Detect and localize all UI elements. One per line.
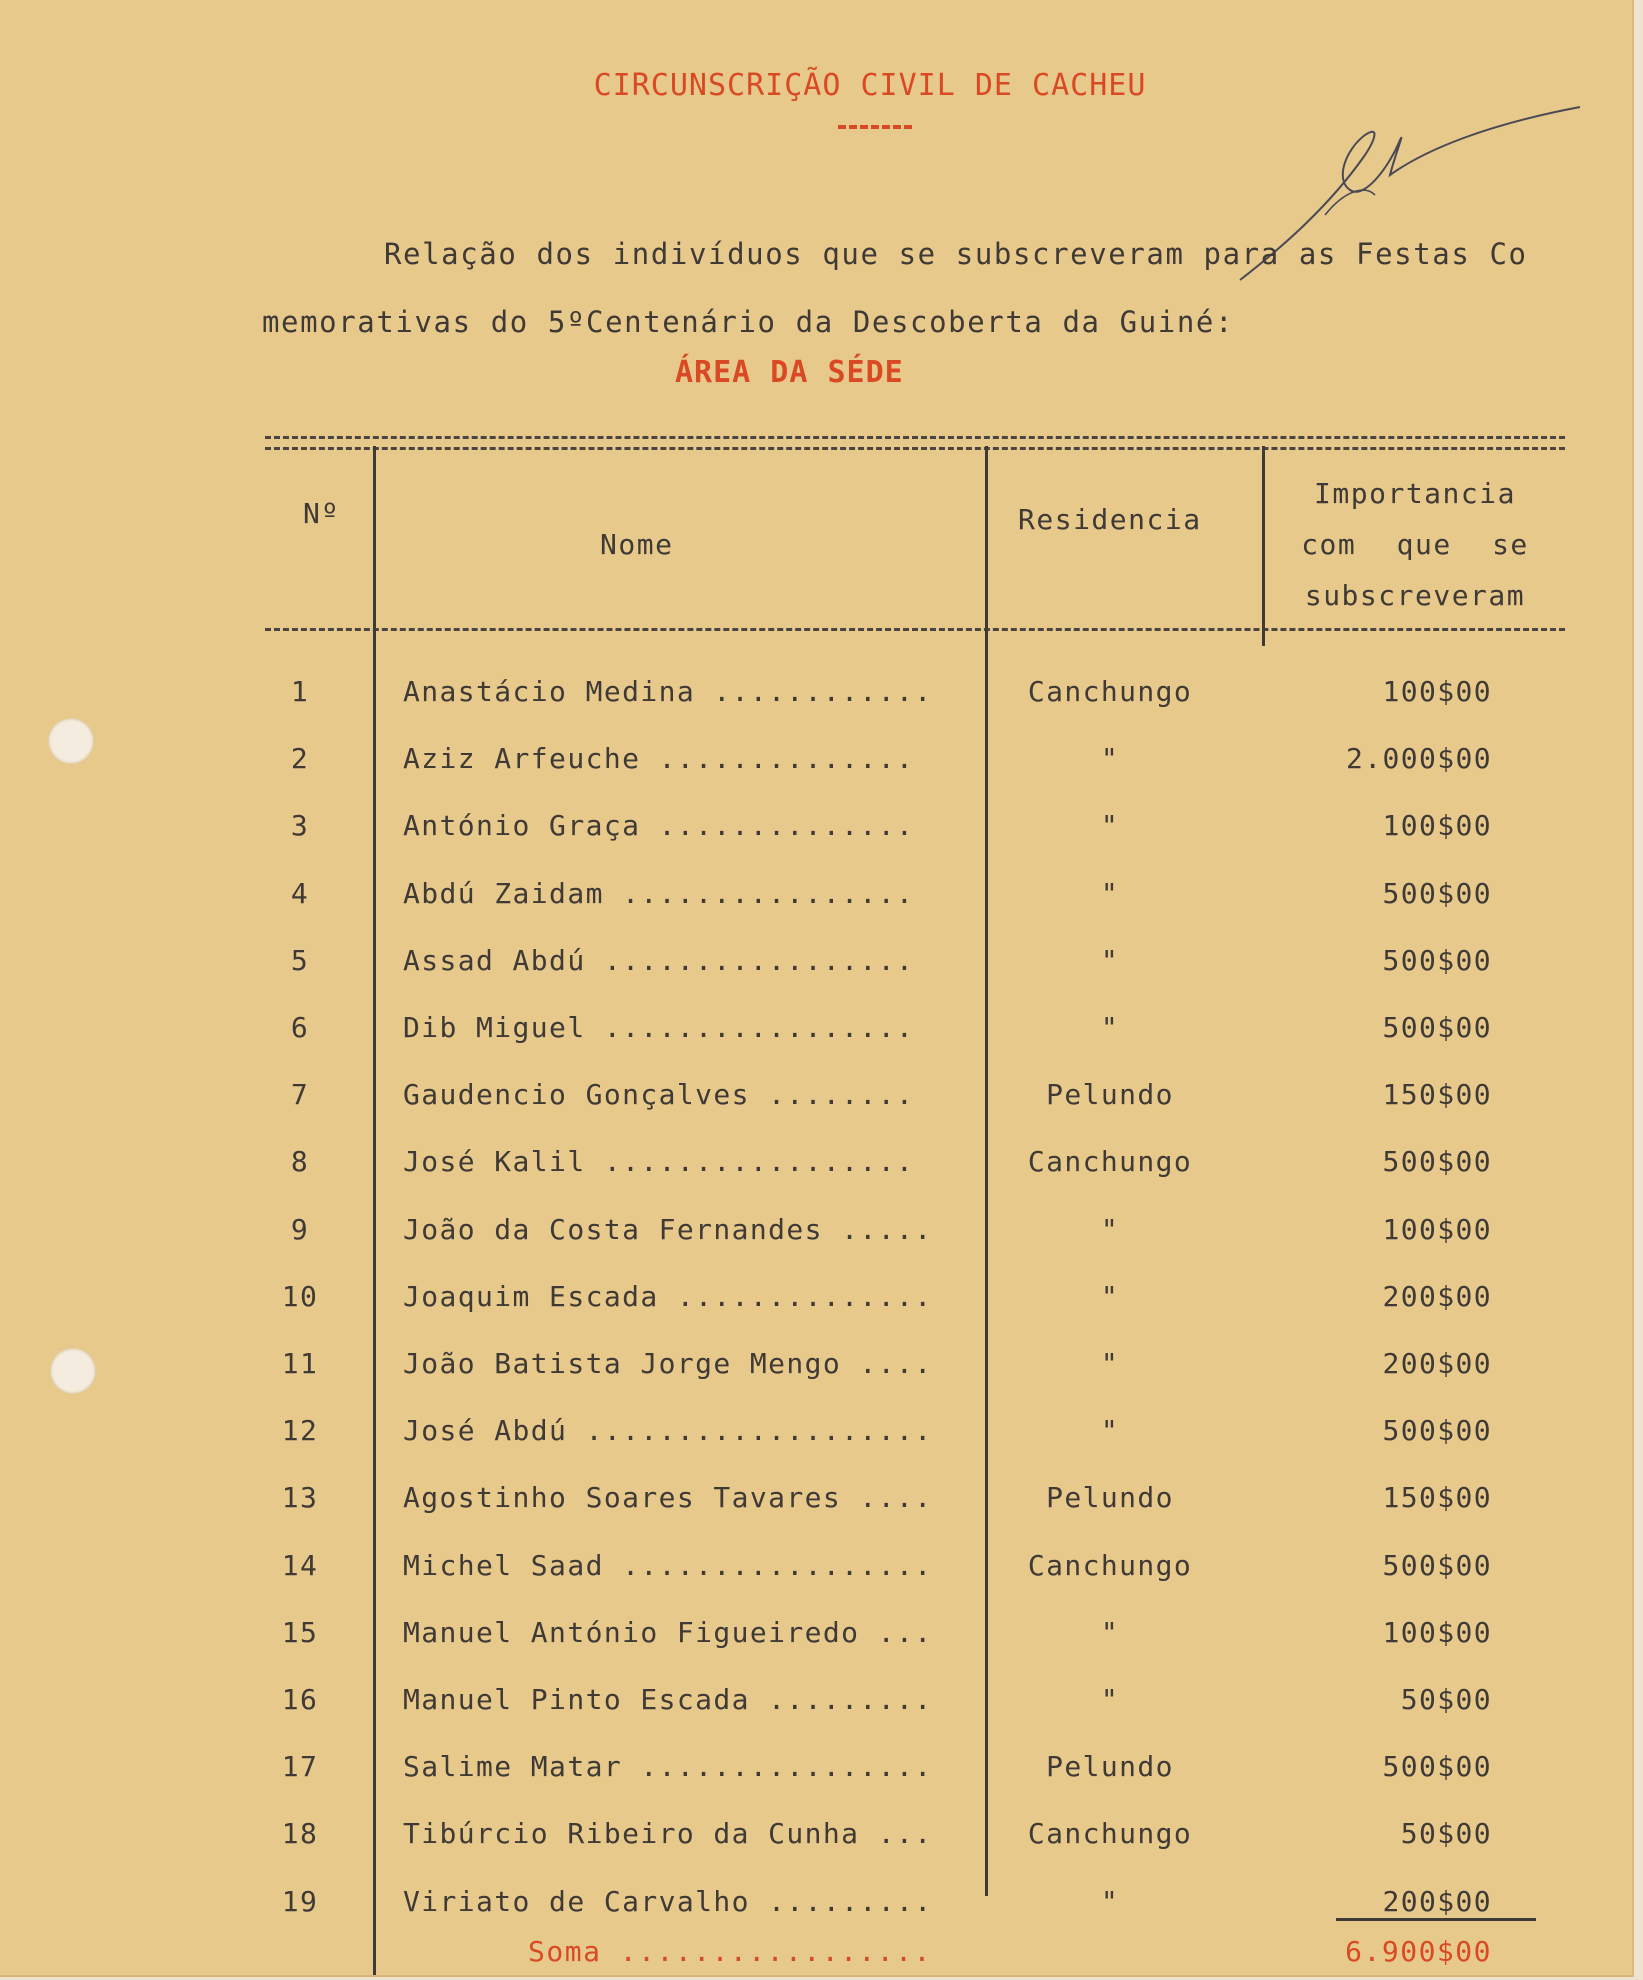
row-name: Abdú Zaidam ................: [403, 876, 915, 910]
row-name: Viriato de Carvalho .........: [403, 1884, 933, 1918]
row-number: 17: [281, 1750, 319, 1784]
row-residence: Canchungo: [1027, 1548, 1193, 1582]
row-residence: Pelundo: [1046, 1750, 1174, 1784]
table-header-rule: [265, 628, 1565, 631]
row-amount: 150$00: [1382, 1078, 1492, 1112]
row-number: 16: [281, 1683, 319, 1716]
row-name: João da Costa Fernandes .....: [403, 1212, 933, 1246]
row-amount: 150$00: [1382, 1481, 1492, 1515]
row-residence: Canchungo: [1027, 675, 1193, 708]
table-row: [0, 742, 1632, 809]
row-number: 18: [281, 1817, 319, 1851]
total-label: Soma .................: [528, 1935, 932, 1968]
column-header-residencia: Residencia: [1018, 503, 1202, 536]
row-residence: ": [1100, 809, 1120, 843]
row-residence: Canchungo: [1027, 1145, 1193, 1179]
table-row: [0, 1078, 1632, 1145]
row-amount: 50$00: [1400, 1817, 1492, 1851]
row-amount: 200$00: [1382, 1347, 1492, 1380]
row-name: Tibúrcio Ribeiro da Cunha ...: [403, 1817, 933, 1851]
table-row: [0, 877, 1632, 944]
row-number: 10: [281, 1279, 319, 1313]
row-residence: Pelundo: [1046, 1078, 1174, 1112]
row-residence: Canchungo: [1027, 1817, 1193, 1851]
row-amount: 100$00: [1382, 1212, 1492, 1246]
row-amount: 200$00: [1382, 1884, 1492, 1918]
row-name: Assad Abdú .................: [403, 943, 915, 977]
row-amount: 2.000$00: [1345, 742, 1492, 776]
table-row: [0, 1683, 1632, 1750]
table-row: [0, 944, 1632, 1011]
row-number: 5: [290, 943, 310, 977]
row-number: 1: [290, 675, 310, 708]
table-top-rule: [265, 436, 1565, 450]
column-header-importancia: [1275, 468, 1555, 621]
table-row: [0, 1750, 1632, 1817]
row-name: Gaudencio Gonçalves ........: [403, 1078, 915, 1112]
row-residence: ": [1100, 1884, 1120, 1918]
row-number: 8: [290, 1145, 310, 1179]
row-residence: Pelundo: [1046, 1481, 1174, 1515]
row-name: Joaquim Escada ..............: [403, 1279, 933, 1313]
row-name: José Abdú ...................: [403, 1414, 933, 1448]
intro-line-2: memorativas do 5ºCentenário da Descoberta da Guiné:: [262, 305, 1235, 339]
table-row: [0, 1145, 1632, 1212]
row-residence: ": [1100, 1011, 1120, 1044]
table-row: [0, 1549, 1632, 1616]
intro-line-1: Relação dos indivíduos que se subscreveram para as Festas Co: [384, 237, 1528, 271]
row-residence: ": [1100, 1347, 1120, 1380]
row-amount: 500$00: [1382, 1145, 1492, 1179]
total-value: 6.900$00: [1345, 1935, 1492, 1968]
row-amount: 500$00: [1382, 1548, 1492, 1582]
row-number: 9: [290, 1212, 310, 1246]
row-residence: ": [1100, 1279, 1120, 1313]
row-amount: 200$00: [1382, 1279, 1492, 1313]
row-number: 4: [290, 876, 310, 910]
row-residence: ": [1100, 742, 1120, 776]
row-name: Manuel António Figueiredo ...: [403, 1615, 933, 1649]
row-number: 2: [290, 742, 310, 776]
row-name: Salime Matar ................: [403, 1750, 933, 1784]
table-row: [0, 1616, 1632, 1683]
row-number: 7: [290, 1078, 310, 1112]
table-row: [0, 1347, 1632, 1414]
row-name: Michel Saad .................: [403, 1548, 933, 1582]
table-row: [0, 675, 1632, 742]
table-row: [0, 1817, 1632, 1884]
table-row: [0, 1414, 1632, 1481]
column-header-no: Nº: [303, 497, 340, 530]
row-residence: ": [1100, 1414, 1120, 1448]
row-amount: 100$00: [1382, 675, 1492, 708]
row-amount: 500$00: [1382, 876, 1492, 910]
row-name: Dib Miguel .................: [403, 1011, 915, 1044]
row-residence: ": [1100, 1683, 1120, 1716]
row-residence: ": [1100, 876, 1120, 910]
row-amount: 500$00: [1382, 1011, 1492, 1044]
table-row: [0, 1481, 1632, 1548]
row-residence: ": [1100, 1212, 1120, 1246]
row-name: Anastácio Medina ............: [403, 675, 933, 708]
row-number: 13: [281, 1481, 319, 1515]
row-name: José Kalil .................: [403, 1145, 915, 1179]
row-amount: 500$00: [1382, 1414, 1492, 1448]
row-name: Agostinho Soares Tavares ....: [403, 1481, 933, 1515]
table-row: [0, 1011, 1632, 1078]
intro-paragraph: [262, 220, 1582, 356]
row-number: 12: [281, 1414, 319, 1448]
title-separator: [838, 125, 912, 129]
table-row: [0, 1213, 1632, 1280]
document-title: CIRCUNSCRIÇÃO CIVIL DE CACHEU: [593, 68, 1147, 103]
row-number: 3: [290, 809, 310, 843]
section-heading: ÁREA DA SÉDE: [675, 355, 904, 390]
table-row: [0, 809, 1632, 876]
column-header-nome: Nome: [600, 528, 674, 561]
table-row: [0, 1280, 1632, 1347]
column-divider-3: [1262, 446, 1265, 646]
row-amount: 100$00: [1382, 809, 1492, 843]
row-amount: 50$00: [1400, 1683, 1492, 1716]
row-name: Manuel Pinto Escada .........: [403, 1683, 933, 1716]
row-number: 19: [281, 1884, 319, 1918]
row-number: 14: [281, 1548, 319, 1582]
row-number: 6: [290, 1011, 310, 1044]
row-number: 11: [281, 1347, 319, 1380]
column-header-importancia-line-1: Importancia: [1314, 477, 1516, 510]
row-amount: 100$00: [1382, 1615, 1492, 1649]
row-amount: 500$00: [1382, 943, 1492, 977]
row-number: 15: [281, 1615, 319, 1649]
row-name: António Graça ..............: [403, 809, 915, 843]
row-name: João Batista Jorge Mengo ....: [403, 1347, 933, 1380]
sum-underline: [1336, 1918, 1536, 1921]
column-header-importancia-line-2: com que se: [1301, 528, 1529, 561]
row-residence: ": [1100, 943, 1120, 977]
row-name: Aziz Arfeuche ..............: [403, 742, 915, 776]
row-residence: ": [1100, 1615, 1120, 1649]
row-amount: 500$00: [1382, 1750, 1492, 1784]
column-header-importancia-line-3: subscreveram: [1304, 579, 1526, 612]
